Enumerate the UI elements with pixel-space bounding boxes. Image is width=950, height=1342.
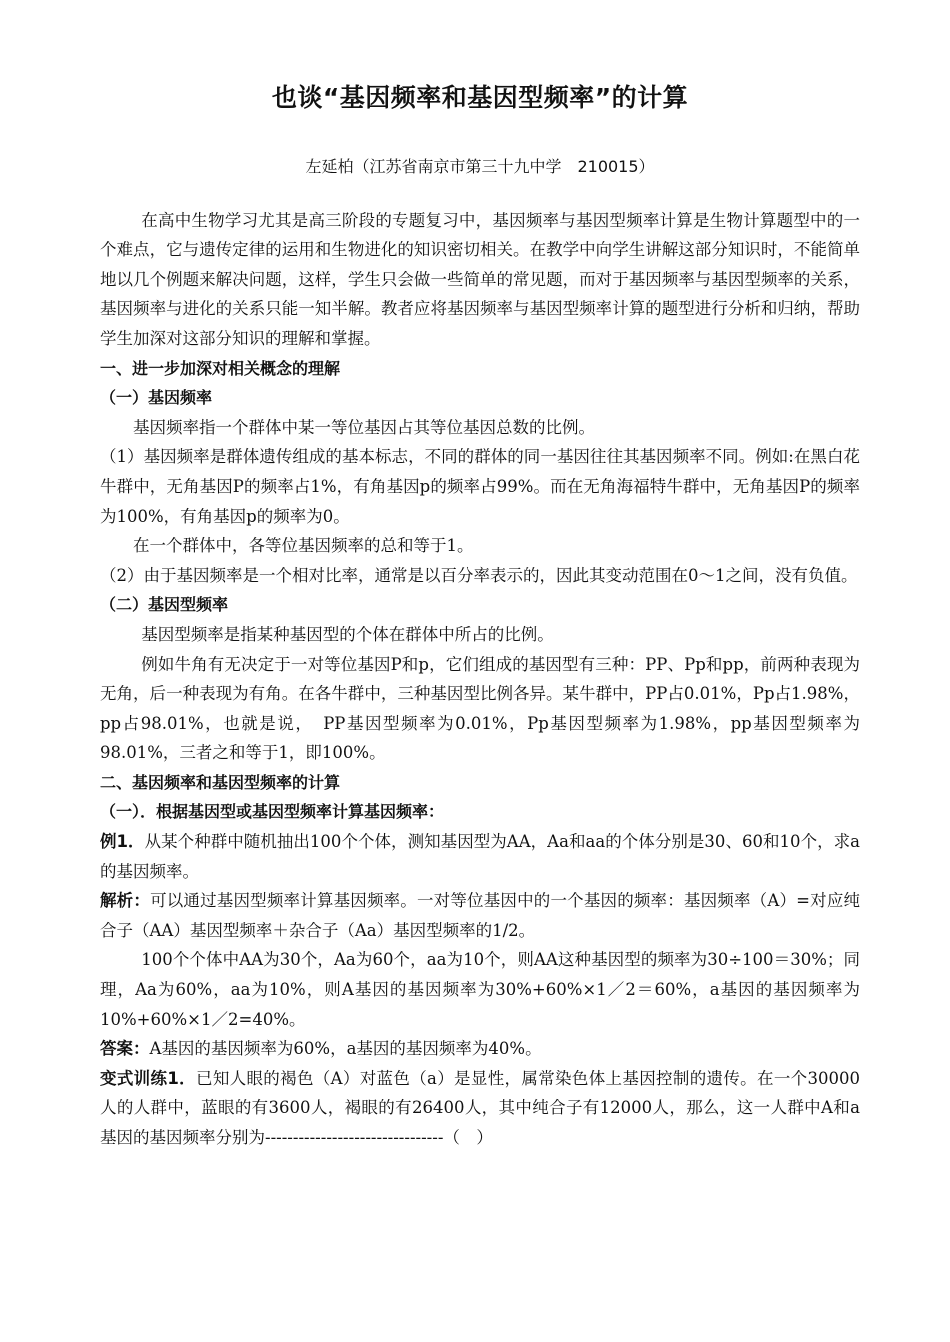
section2-sub1-heading: （一）．根据基因型或基因型频率计算基因频率： <box>100 802 445 822</box>
variant1-answer-blank: --------------------------------（ ） <box>265 1128 493 1147</box>
example1-text: 从某个种群中随机抽出100个个体，测知基因型为AA，Aa和aa的个体分别是30、60和10个，求a的基因频率。 <box>100 832 861 881</box>
analysis-label: 解析： <box>100 891 151 911</box>
answer-paragraph <box>100 1034 860 1064</box>
gene-frequency-definition: 基因频率指一个群体中某一等位基因占其等位基因总数的比例。 <box>133 417 595 437</box>
gene-frequency-sum-note: 在一个群体中，各等位基因频率的总和等于1。 <box>133 536 474 556</box>
variant1-label: 变式训练1． <box>100 1068 196 1088</box>
section1-heading: 一、进一步加深对相关概念的理解 <box>100 358 341 378</box>
variant1-text: 已知人眼的褐色（A）对蓝色（a）是显性，属常染色体上基因控制的遗传。在一个30000人的人群中，蓝眼的有3600人，褐眼的有26400人，其中纯合子有12000人，那么，这一人群中A和a基因的基因频率分别为 <box>100 1068 861 1147</box>
answer-text: A基因的基因频率为60%，a基因的基因频率为40%。 <box>149 1039 542 1059</box>
answer-label: 答案： <box>100 1039 150 1059</box>
example1-label: 例1． <box>100 832 145 852</box>
gene-frequency-point2: （2）由于基因频率是一个相对比率，通常是以百分率表示的，因此其变动范围在0～1之间，没有负值。 <box>100 565 858 585</box>
gene-frequency-point1: （1）基因频率是群体遗传组成的基本标志，不同的群体的同一基因往往其基因频率不同。例如:在黑白花牛群中，无角基因P的频率占1%，有角基因p的频率占99%。而在无角海福特牛群中，无角基因P的频率为100%，有角基因p的频率为0。 <box>100 447 860 526</box>
section1-sub1-heading: （一）基因频率 <box>100 388 213 408</box>
section2-heading: 二、基因频率和基因型频率的计算 <box>100 772 341 792</box>
document-page <box>100 78 860 1153</box>
analysis-text: 可以通过基因型频率计算基因频率。一对等位基因中的一个基因的频率：基因频率（A）=对应纯合子（AA）基因型频率＋杂合子（Aa）基因型频率的1/2。 <box>100 891 861 940</box>
author-line: 左延柏（江苏省南京市第三十九中学 210015） <box>305 157 655 176</box>
genotype-frequency-example: 例如牛角有无决定于一对等位基因P和p，它们组成的基因型有三种：PP、Pp和pp，前两种表现为无角，后一种表现为有角。在各牛群中，三种基因型比例各异。某牛群中，PP占0.01%，Pp占1.98%，pp占98.01%，也就是说， PP基因型频率为0.01%，Pp基因型频率为1.98%，pp基因型频率为98.01%，三者之和等于1，即100%。 <box>100 654 860 763</box>
section1-sub2-heading: （二）基因型频率 <box>100 595 229 615</box>
variant1-paragraph <box>100 1064 860 1153</box>
example1-paragraph <box>100 827 860 886</box>
genotype-frequency-definition: 基因型频率是指某种基因型的个体在群体中所占的比例。 <box>141 624 554 644</box>
analysis-calculation: 100个个体中AA为30个，Aa为60个，aa为10个，则AA这种基因型的频率为30÷100＝30%；同理，Aa为60%，aa为10%，则A基因的基因频率为30%+60%×1／2＝60%，a基因的基因频率为10%+60%×1／2=40%。 <box>100 950 860 1029</box>
document-title: 也谈“基因频率和基因型频率”的计算 <box>271 83 689 112</box>
intro-paragraph: 在高中生物学习尤其是高三阶段的专题复习中，基因频率与基因型频率计算是生物计算题型中的一个难点，它与遗传定律的运用和生物进化的知识密切相关。在教学中向学生讲解这部分知识时，不能简单地以几个例题来解决问题，这样，学生只会做一些简单的常见题，而对于基因频率与基因型频率的关系，基因频率与进化的关系只能一知半解。教者应将基因频率与基因型频率计算的题型进行分析和归纳，帮助学生加深对这部分知识的理解和掌握。 <box>100 210 860 348</box>
analysis-paragraph <box>100 886 860 945</box>
